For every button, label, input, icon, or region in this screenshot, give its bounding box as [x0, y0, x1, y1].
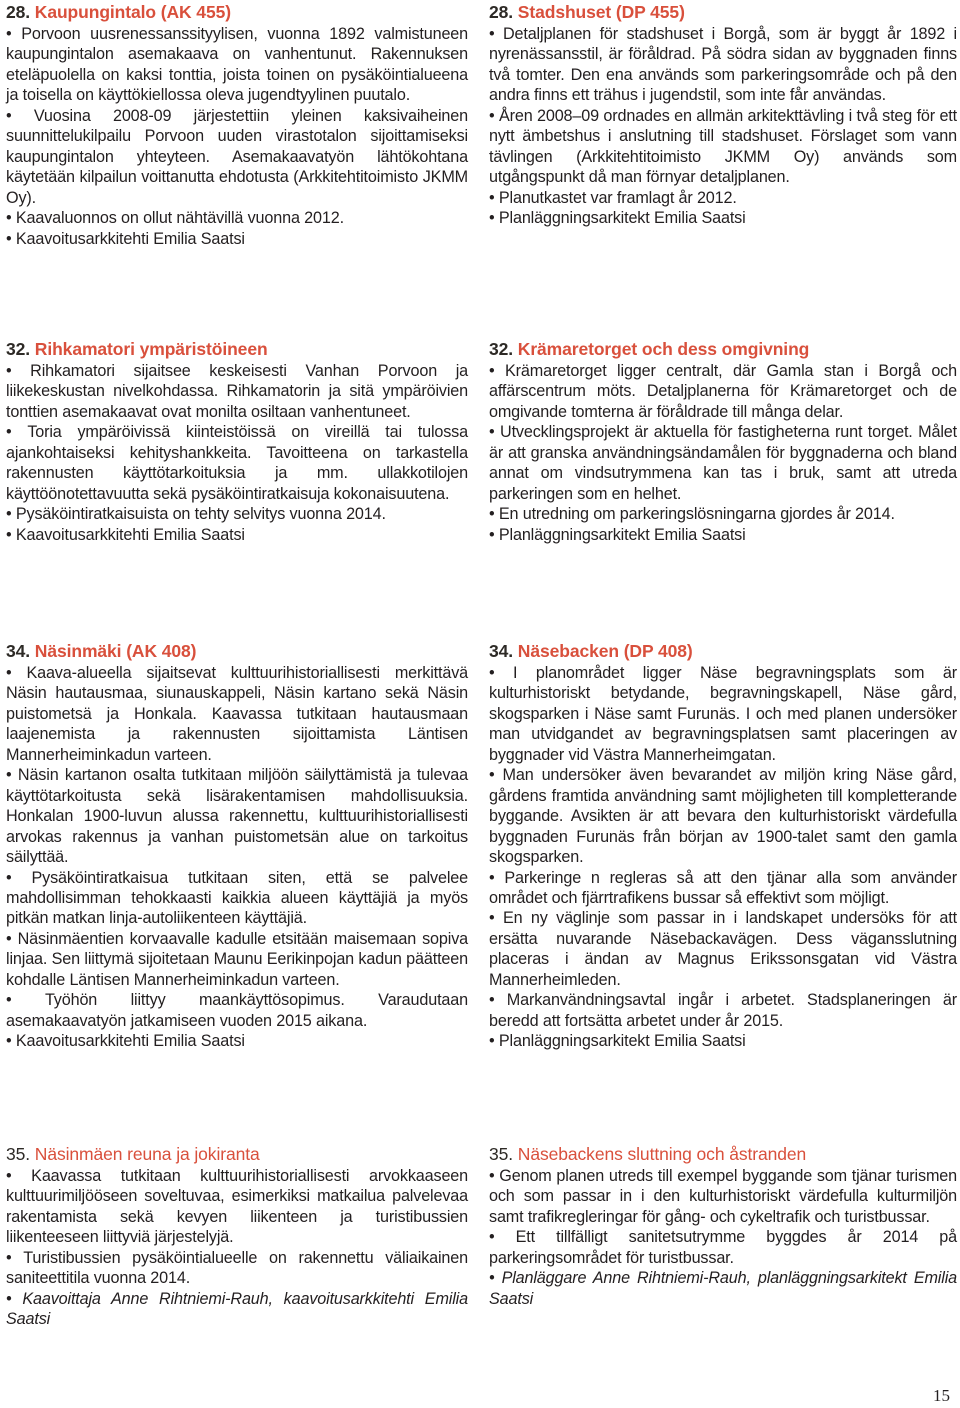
- section-34-fi-paragraph: • Kaava-alueella sijaitsevat kulttuurihistoriallisesti merkittävä Näsin hautausmaa, siunauskappeli, Näsin kartano sekä Näsin puistometsä ja Honkala. Kaavassa tutkitaan hautausmaan laajenemista ja rakennusten sijoittamista Läntisen Mannerheiminkadun varteen.: [6, 663, 468, 765]
- section-28-fi-paragraph: • Porvoon uusrenessanssityylisen, vuonna 1892 valmistuneen kaupungintalon asemakaava on vanhentunut. Rakennuksen eteläpuolella on kaksi tonttia, joista toinen on pysäköintialueena ja toisella on käyttökiellossa oleva jugendtyylinen puutalo.: [6, 24, 468, 106]
- section-34-fi-paragraph: • Pysäköintiratkaisua tutkitaan siten, että se palvelee mahdollisimman tehokkaasti kaikkia alueen käyttäjiä ja myös pitkän matkan linja-autoliikenteen käyttäjiä.: [6, 868, 468, 929]
- section-32-fi-author: • Kaavoitusarkkitehti Emilia Saatsi: [6, 525, 468, 545]
- section-35-fi-paragraph: • Kaavassa tutkitaan kulttuurihistoriallisesti arvokkaaseen kulttuurimiljööseen soveltuvaa, esimerkiksi matkailua palvelevaa rakentamista sekä kevyen liikenteen ja turistibussien liikenteeseen liittyviä järjestelyjä.: [6, 1166, 468, 1248]
- section-34-sv-paragraph: • Man undersöker även bevarandet av miljön kring Näse gård, gårdens framtida användning samt möjligheten till kompletterande byggande. Avsikten är att bevara den kulturhistoriskt värdefulla byggnaden Furunäs från början av 1900-talet samt den gamla skogsparken.: [489, 765, 957, 867]
- section-34-fi-title: 34. Näsinmäki (AK 408): [6, 641, 197, 661]
- section-32-sv-author: • Planläggningsarkitekt Emilia Saatsi: [489, 525, 957, 545]
- section-34-sv-paragraph: • Parkeringe n regleras så att den tjänar alla som använder området och fjärrtrafikens bussar så effektivt som möjligt.: [489, 868, 957, 909]
- section-28-sv-paragraph: • Planutkastet var framlagt år 2012.: [489, 188, 957, 208]
- section-32-sv-title: 32. Krämaretorget och dess omgivning: [489, 339, 810, 359]
- section-32-sv-paragraph: • Krämaretorget ligger centralt, där Gamla stan i Borgå och affärscentrum möts. Detaljplanerna för Krämaretorget och de omgivande tomterna är föråldrade till många delar.: [489, 361, 957, 422]
- section-28-sv-title: 28. Stadshuset (DP 455): [489, 2, 685, 22]
- section-28-finnish: [6, 1, 468, 249]
- section-34-sv-author: • Planläggningsarkitekt Emilia Saatsi: [489, 1031, 957, 1051]
- section-32-sv-paragraph: • Utvecklingsprojekt är aktuella för fastigheterna runt torget. Målet är att granska användningsändamålen för byggnaderna och bland annat om vindsutrymmena kan tas i bruk, samt att utreda parkeringen som en helhet.: [489, 422, 957, 504]
- section-34-sv-paragraph: • Markanvändningsavtal ingår i arbetet. Stadsplaneringen är beredd att fortsätta arbetet under år 2015.: [489, 990, 957, 1031]
- section-34-fi-paragraph: • Näsin kartanon osalta tutkitaan miljöön säilyttämistä ja tulevaa käyttötarkoitusta sekä lisärakentamisen mahdollisuuksia. Honkalan 1900-luvun alussa rakennettu, kulttuurihistoriallisesti arvokas rakennus ja vanhan puistometsän alue on tarkoitus säilyttää.: [6, 765, 468, 867]
- section-28-fi-paragraph: • Kaavaluonnos on ollut nähtävillä vuonna 2012.: [6, 208, 468, 228]
- section-35-sv-paragraph: • Genom planen utreds till exempel byggande som tjänar turismen och som passar in i den kulturhistoriskt värdefulla kulturmiljön samt trafikregleringar för gång- och cykeltrafik och turistbussar.: [489, 1166, 957, 1227]
- section-35-fi-author: • Kaavoittaja Anne Rihtniemi-Rauh, kaavoitusarkkitehti Emilia Saatsi: [6, 1289, 468, 1330]
- section-34-sv-paragraph: • I planområdet ligger Näse begravningsplats som är kulturhistoriskt betydande, begravningskapell, Näse gård, skogsparken i Näse samt Furunäs. I och med planen undersöker man utvidgandet av begravningsplatsen samt placeringen av byggnader vid Västra Mannerheimgatan.: [489, 663, 957, 765]
- section-32-fi-title: 32. Rihkamatori ympäristöineen: [6, 339, 268, 359]
- section-34-swedish: [489, 640, 957, 1052]
- section-28-sv-paragraph: • Åren 2008–09 ordnades en allmän arkitekttävling i två steg för ett nytt ämbetshus i anslutning till stadshuset. Förslaget som vann tävlingen (Arkkitehtitoimisto JKMM Oy) används som utgångspunkt då man förnyar detaljplanen.: [489, 106, 957, 188]
- section-32-sv-paragraph: • En utredning om parkeringslösningarna gjordes år 2014.: [489, 504, 957, 524]
- section-28-swedish: [489, 1, 957, 229]
- section-32-finnish: [6, 338, 468, 545]
- section-32-fi-paragraph: • Pysäköintiratkaisuista on tehty selvitys vuonna 2014.: [6, 504, 468, 524]
- section-34-sv-title: 34. Näsebacken (DP 408): [489, 641, 693, 661]
- section-34-sv-paragraph: • En ny väglinje som passar in i landskapet undersöks för att ersätta nuvarande Näsebackavägen. Dess vägansslutning placeras i ändan av Magnus Erikssonsgatan vid Västra Mannerheimleden.: [489, 908, 957, 990]
- section-32-fi-paragraph: • Rihkamatori sijaitsee keskeisesti Vanhan Porvoon ja liikekeskustan nivelkohdassa. Rihkamatorin ja sitä ympäröivien tonttien asemakaavat ovat monilta osiltaan vanhentuneet.: [6, 361, 468, 422]
- section-35-sv-paragraph: • Ett tillfälligt sanitetsutrymme byggdes år 2014 på parkeringsområdet för turistbussar.: [489, 1227, 957, 1268]
- section-28-sv-paragraph: • Detaljplanen för stadshuset i Borgå, som är byggt år 1892 i nyrenässansstil, är föråldrad. På södra sidan av byggnaden finns två tomter. Den ena används som parkeringsområde och på den andra finns ett trähus i jugendstil, som inte får användas.: [489, 24, 957, 106]
- page-number: 15: [933, 1386, 950, 1405]
- section-35-fi-title: 35. Näsinmäen reuna ja jokiranta: [6, 1144, 260, 1164]
- section-34-fi-author: • Kaavoitusarkkitehti Emilia Saatsi: [6, 1031, 468, 1051]
- section-28-fi-author: • Kaavoitusarkkitehti Emilia Saatsi: [6, 229, 468, 249]
- section-34-finnish: [6, 640, 468, 1052]
- section-35-fi-paragraph: • Turistibussien pysäköintialueelle on rakennettu väliaikainen saniteettitila vuonna 2014.: [6, 1248, 468, 1289]
- section-35-sv-author: • Planläggare Anne Rihtniemi-Rauh, planläggningsarkitekt Emilia Saatsi: [489, 1268, 957, 1309]
- section-28-fi-title: 28. Kaupungintalo (AK 455): [6, 2, 231, 22]
- section-32-fi-paragraph: • Toria ympäröivissä kiinteistöissä on vireillä tai tulossa ajankohtaiseksi kehityshankkeita. Tavoitteena on tarkastella rakennusten käyttötarkoituksia ja mm. ullakkotilojen käyttöönotettavuutta sekä pysäköintiratkaisuja kokonaisuutena.: [6, 422, 468, 504]
- section-28-sv-author: • Planläggningsarkitekt Emilia Saatsi: [489, 208, 957, 228]
- section-35-swedish: [489, 1143, 957, 1309]
- section-35-finnish: [6, 1143, 468, 1330]
- section-28-fi-paragraph: • Vuosina 2008-09 järjestettiin yleinen kaksivaiheinen suunnittelukilpailu Porvoon uuden virastotalon sijoittamiseksi kaupungintalon yhteyteen. Asemakaavatyön lähtökohtana käytetään kilpailun voittanutta ehdotusta (Arkkitehtitoimisto JKMM Oy).: [6, 106, 468, 208]
- section-35-sv-title: 35. Näsebackens sluttning och åstranden: [489, 1144, 807, 1164]
- section-34-fi-paragraph: • Näsinmäentien korvaavalle kadulle etsitään maisemaan sopiva linjaa. Sen liittymä sijoitetaan Maunu Eerikinpojan kadun päätteen kohdalle Läntisen Mannerheiminkadun varteen.: [6, 929, 468, 990]
- section-34-fi-paragraph: • Työhön liittyy maankäyttösopimus. Varaudutaan asemakaavatyön jatkamiseen vuoden 2015 aikana.: [6, 990, 468, 1031]
- section-32-swedish: [489, 338, 957, 545]
